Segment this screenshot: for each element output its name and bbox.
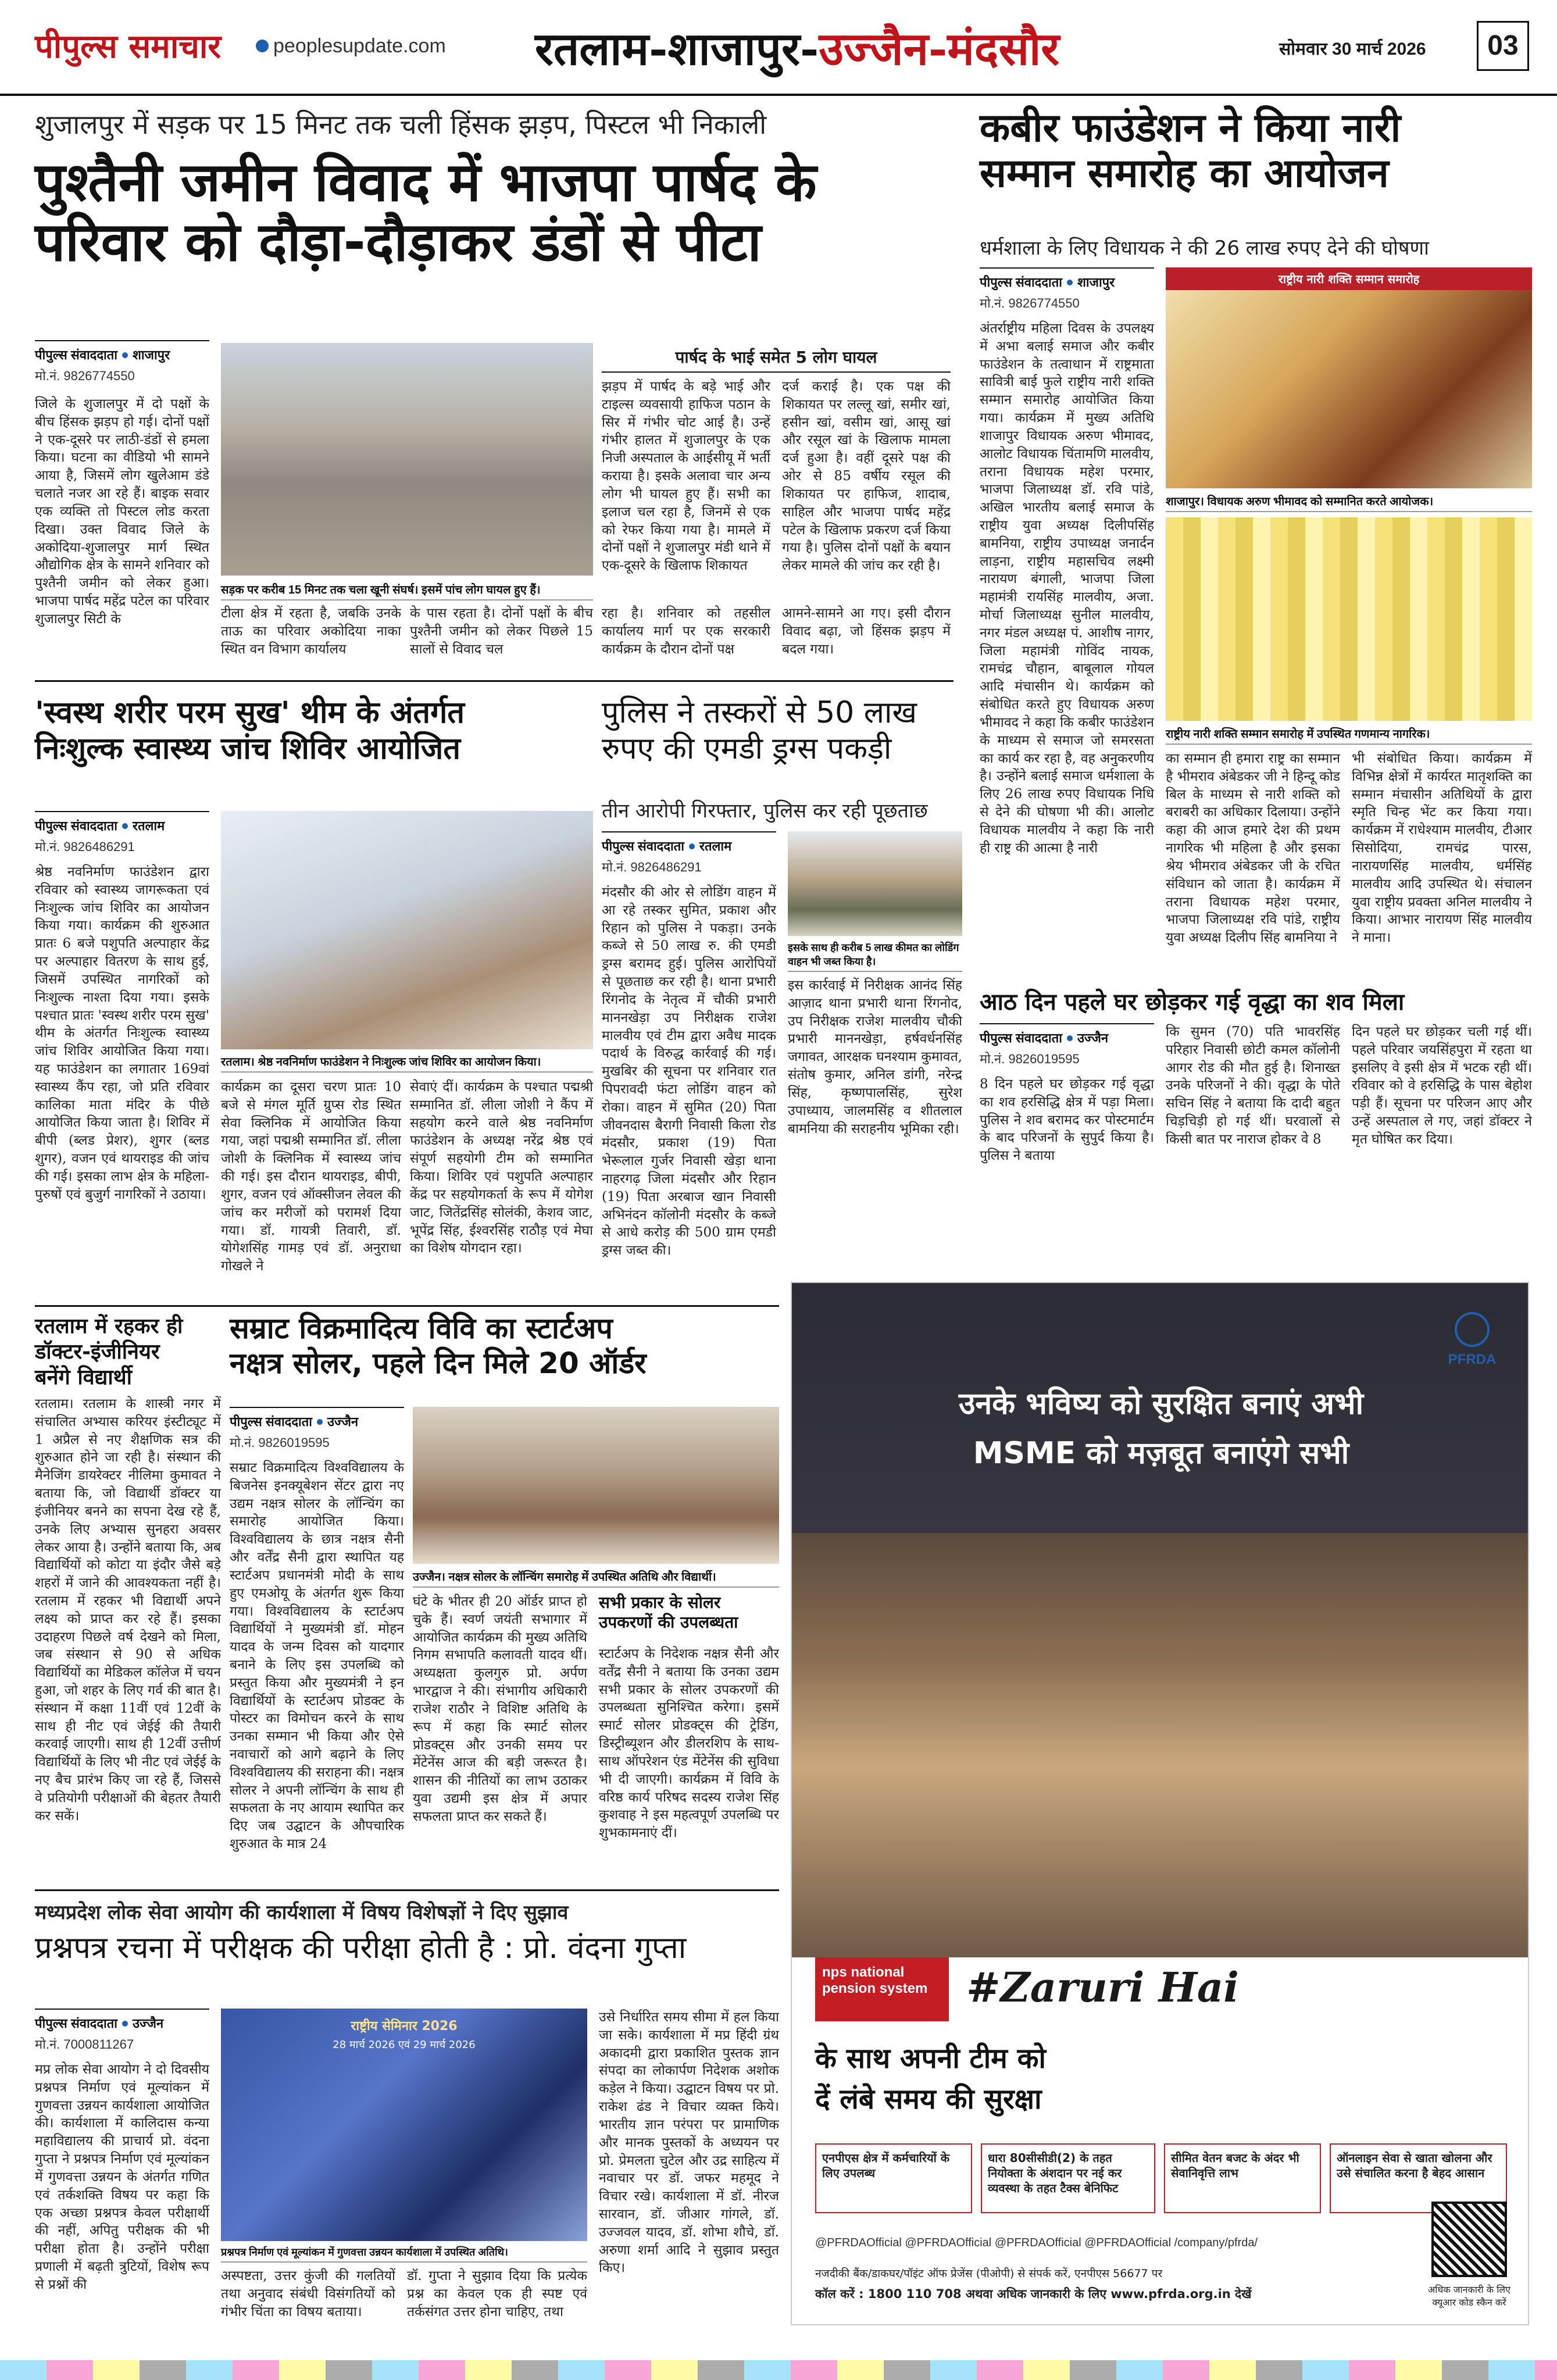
ad-workshop-photo [792,1533,1529,1957]
police-col1: मंदसौर की ओर से लोडिंग वाहन में आ रहे तस्कर सुमित, प्रकाश और रिहान को पुलिस ने पकड़ा। उनके कब्जे से 50 लाख रु. की एमडी ड्रग्स बरामद हुई। पुलिस आरोपियों से पूछताछ कर रही है। थाना प्रभारी रिंगनोद के नेतृत्व में चौकी प्रभारी माननखेड़ा उप निरीक्षक राजेश मालवीय एवं टीम द्वारा अवैध मादक पदार्थ के विरुद्ध कार्रवाई की गई। मुखबिर की सूचना पर शनिवार रात पिपरावदी फंटा लोडिंग वाहन को रोका। वाहन में सुमित (20) पिता जीवनदास बैरागी निवासी किला रोड मंदसौर, प्रकाश (19) पिता भेरूलाल गुर्जर निवासी खेड़ा थाना नाहरगढ़ जिला मंदसौर और रिहान (19) पिता अरबाज खान निवासी अभिनंदन कॉलोनी मंदसौर के कब्जे से आधे करोड़ की 500 ग्राम एमडी ड्रग्स जब्त की। [602,885,776,1259]
story1-photo [221,343,593,576]
newspaper-brand: पीपुल्स समाचार [35,27,222,66]
startup-headline: सम्राट विक्रमादित्य विवि का स्टार्टअप नक्षत्र सोलर, पहले दिन मिले 20 ऑर्डर [230,1311,647,1380]
ad-feature-2: धारा 80सीसीडी(2) के तहत नियोक्ता के अंशदान पर नई कर व्यवस्था के तहत टैक्स बेनिफिट [981,2143,1155,2213]
oldwoman-col3: दिन पहले घर छोड़कर चली गई थीं। पहले परिवार जयसिंहपुरा में रहता था इसलिए वे इसी क्षेत्र में भटक रही थीं। रविवार को वे हरसिद्धि के पास बेहोश पड़ी हैं। सूचना पर परिजन आए और उन्हें अस्पताल ले गए, जहां डॉक्टर ने मृत घोषित कर दिया। [1352,1024,1532,1147]
kabir-mobile: मो.नं. 9826774550 [980,296,1080,310]
story1-mobile: मो.नं. 9826774550 [35,369,135,383]
qr-code-icon[interactable] [1431,2202,1507,2277]
oldwoman-byline: पीपुल्स संवाददाता उज्जैन [980,1023,1154,1046]
police-col2: इस कार्रवाई में निरीक्षक आनंद सिंह आज़ाद थाना प्रभारी थाना रिंगनोद, उप निरीक्षक राजेश मालवीय चौकी प्रभारी माननखेड़ा, हर्षवर्धनसिंह जगावत, आरक्षक घनश्याम कुमावत, संतोष कुमार, अनिल डांगी, नरेन्द्र सिंह, कृष्णपालसिंह, सुरेश उपाध्याय, जालमसिंह व शीतलाल बामनिया की सराहनीय भूमिका रही। [788,978,962,1137]
ad-headline-1: उनके भविष्य को सुरक्षित बनाएं अभी [958,1386,1364,1421]
kabir-col3: भी संबोधित किया। कार्यक्रम में विभिन्न क्षेत्रों में कार्यरत मातृशक्ति का सम्मान मंचासीन अतिथियों के द्वारा स्मृति चिन्ह भेंट कर किया गया। कार्यक्रम में राधेश्याम मालवीय, टीआर सिसोदिया, रामचंद्र पारस, नारायणसिंह मालवीय, धर्मसिंह मालवीय आदि उपस्थित थे। संचालन युवा राष्ट्रीय प्रवक्ता अनिल मालवीय ने किया। आभार नारायण सिंह मालवीय ने माना। [1352,751,1532,946]
police-caption: इसके साथ ही करीब 5 लाख कीमत का लोडिंग वाहन भी जब्त किया है। [788,941,962,972]
health-byline: पीपुल्स संवाददाता रतलाम [35,811,209,834]
mppsc-byline-block [35,2009,209,2053]
story1-col3: के पास रहता है। दोनों पक्षों के बीच पुश्तैनी जमीन को लेकर पिछले 15 सालों से विवाद चल [410,606,593,657]
mppsc-col3: उसे निर्धारित समय सीमा में हल किया जा सके। कार्यशाला में मप्र हिंदी ग्रंथ अकादमी द्वारा प्रकाशित पुस्तक ज्ञान संपदा का लोकार्पण निदेशक अशोक कड़ेल ने किया। उद्घाटन विषय पर प्रो. राकेश ढंड ने विचार व्यक्त किये। भारतीय ज्ञान परंपरा पर प्रामाणिक और मानक पुस्तकों के अध्ययन पर प्रो. प्रेमलता चुटेल और उद्र साहित्य में नवाचार पर डॉ. जफर महमूद ने विचार रखे। कार्यशाला में डॉ. नीरज सारवान, डॉ. जीआर गांगले, डॉ. उज्जवल यादव, डॉ. शोभा शौचे, डॉ. अरुणा शर्मा आदि ने सुझाव प्रस्तुत किए। [599,2010,779,2276]
ad-social-handles[interactable]: @PFRDAOfficial @PFRDAOfficial @PFRDAOfficial @PFRDAOfficial /company/pfrda/ [815,2236,1258,2249]
mppsc-caption: प्रश्नपत्र निर्माण एवं मूल्यांकन में गुणवत्ता उन्नयन कार्यशाला में उपस्थित अतिथि। [221,2245,587,2263]
nps-logo: nps national pension system [815,1957,949,2021]
ad-tagline: #Zaruri Hai [966,1963,1239,2011]
startup-byline: पीपुल्स संवाददाता उज्जैन [230,1407,404,1430]
student-body: रतलाम। रतलाम के शास्त्री नगर में संचालित अभ्यास करियर इंस्टीट्यूट में 1 अप्रैल से नए शैक्षणिक सत्र की शुरुआत होने जा रही है। संस्थान की मैनेजिंग डायरेक्टर नीलिमा कुमावत ने बताया कि, जो विद्यार्थी डॉक्टर या इंजीनियर बनने का सपना देख रहे हैं, उनके लिए अभ्यास सुनहरा अवसर लेकर आया है। उन्होंने बताया कि, अब विद्यार्थियों को कोटा या इंदौर जैसे बड़े शहरों में जाने की आवश्यकता नहीं है। रतलाम में रहकर भी विद्यार्थी अपने लक्ष्य को प्राप्त कर रहे हैं। इसका उदाहरण पिछले वर्ष देखने को मिला, जब संस्थान से 90 से अधिक विद्यार्थियों का मेडिकल कॉलेज में चयन हुआ, जो शहर के लिए गर्व की बात है। संस्थान में कक्षा 11वीं एवं 12वीं के साथ ही नीट एवं जेईई की तैयारी करवाई जाएगी। साथ ही 12वीं उत्तीर्ण विद्यार्थियों के लिए भी नीट एवं जेईई के नए बैच प्रारंभ किए जा रहे हैं, जिससे वे प्रतियोगी परीक्षाओं की बेहतर तैयारी कर सकें। [35,1396,221,1824]
ad-headline-2: MSME को मज़बूत बनाएंगे सभी [973,1436,1349,1471]
mppsc-col2b: डॉ. गुप्ता ने सुझाव दिया कि प्रत्येक प्रश्न का केवल एक ही स्पष्ट एवं तर्कसंगत उत्तर होना चाहिए, तथा [407,2268,587,2320]
story1-body: जिले के शुजालपुर में दो पक्षों के बीच हिंसक झड़प हो गई। दोनों पक्षों ने एक-दूसरे पर लाठी-डंडों से हमला किया। घटना का वीडियो भी सामने आया है, जिसमें लोग खुलेआम डंडे चलाते नजर आ रहे हैं। बाइक सवार एक व्यक्ति तो पिस्टल लोड करता दिखा। उक्त विवाद जिले के अकोदिया-शुजालपुर मार्ग स्थित औद्योगिक क्षेत्र के सामने शनिवार को पुश्तैनी जमीन को लेकर हुआ। भाजपा पार्षद महेंद्र पटेल का परिवार शुजालपुर सिटी के [35,396,209,627]
kabir-photo-banner: राष्ट्रीय नारी शक्ति सम्मान समारोह [1166,267,1532,290]
kabir-headline: कबीर फाउंडेशन ने किया नारी सम्मान समारोह का आयोजन [980,105,1401,197]
qr-label: अधिक जानकारी के लिए क्यूआर कोड स्कैन करें [1428,2284,1510,2308]
kabir-col2: का सम्मान ही हमारा राष्ट्र का सम्मान है भीमराव अंबेडकर जी ने हिन्दू कोड बिल के माध्यम से नारी शक्ति को बराबरी का अधिकार दिलाया। उन्होंने कहा की आज हमारे देश की प्रथम नागरिक भी महिला है और इसका श्रेय भीमराव अंबेडकर जी के रचित संविधान को जाता है। कार्यक्रम में तराना विधायक महेश परमार, भाजपा जिलाध्यक्ष रवि पांडे, राष्ट्रीय युवा अध्यक्ष दिलीप सिंह बामनिया ने [1166,751,1340,946]
oldwoman-col1: 8 दिन पहले घर छोड़कर गई वृद्धा का शव हरसिद्धि क्षेत्र में पड़ा मिला। पुलिस ने शव बरामद कर पोस्टमार्टम के बाद परिजनों के सुपुर्द किया है। पुलिस ने बताया [980,1077,1154,1164]
police-byline-block [602,831,776,875]
health-photo [221,811,593,1049]
dot-icon [1067,280,1073,285]
story1-headline: पुश्तैनी जमीन विवाद में भाजपा पार्षद के परिवार को दौड़ा-दौड़ाकर डंडों से पीटा [35,151,817,274]
pfrda-logo-text: PFRDA [1448,1352,1497,1367]
mppsc-headline: प्रश्नपत्र रचना में परीक्षक की परीक्षा होती है : प्रो. वंदना गुप्ता [35,1931,687,1966]
ad-feature-4: ऑनलाइन सेवा से खाता खोलना और उसे संचालित करना है बेहद आसान [1330,2143,1507,2213]
print-color-bar [0,2360,1557,2380]
dot-icon [122,352,128,358]
kabir-col1: अंतर्राष्ट्रीय महिला दिवस के उपलक्ष्य में अभा बलाई समाज और कबीर फाउंडेशन के तत्वाधान में राष्ट्रमाता सावित्री बाई फुले राष्ट्रीय नारी शक्ति सम्मान समारोह आयोजित किया गया। कार्यक्रम में मुख्य अतिथि शाजापुर विधायक अरुण भीमावद, आलोट विधायक चिंतामणि मालवीय, तराना विधायक महेश परमार, भाजपा जिलाध्यक्ष डॉ. रवि पांडे, अखिल भारतीय बलाई समाज के राष्ट्रीय युवा अध्यक्ष दिलीपसिंह बामनिया, राष्ट्रीय उपाध्यक्ष जनार्दन लाड़ना, राष्ट्रीय महासचिव लक्ष्मी नारायण बंगाली, भाजपा जिला महामंत्री रायसिंह मालवीय, अजा. मोर्चा जिलाध्यक्ष सुनील मालवीय, नगर मंडल अध्यक्ष पं. आशीष नागर, जिला महामंत्री गोविंद नायक, रामचंद्र चौहान, बाबूलाल गोयल आदि मंचासीन थे। कार्यक्रम को संबोधित करते हुए विधायक अरुण भीमावद ने कहा कि कबीर फाउंडेशन के माध्यम से समाज जो समरसता का कार्य कर रहा है, वह अनुकरणीय है। उन्होंने बलाई समाज धर्मशाला के लिए 26 लाख रुपए विधायक निधि से देने की घोषणा भी की। आलोट विधायक मालवीय ने कहा कि नारी ही राष्ट्र की आत्मा है नारी [980,321,1154,856]
story1-box-col1: झड़प में पार्षद के बड़े भाई और टाइल्स व्यवसायी हाफिज पठान के सिर में गंभीर चोट आई है। उन्हें गंभीर हालत में शुजालपुर के एक निजी अस्पताल के आईसीयू में भर्ती कराया है। इसके अलावा चार अन्य लोग भी घायल हुए हैं। सभी का इलाज चल रहा है, जिनमें से एक को रेफर किया गया है। मामले में दोनों पक्षों ने शुजालपुर मंडी थाने में एक-दूसरे के खिलाफ शिकायत [602,379,770,574]
story1-tail-col5: आमने-सामने आ गए। इसी दौरान विवाद बढ़ा, जो हिंसक झड़प में बदल गया। [782,606,951,657]
divider [35,1889,779,1891]
page-number: 03 [1477,21,1529,71]
website-link[interactable]: peoplesupdate.com [273,35,446,57]
issue-date: सोमवार 30 मार्च 2026 [1279,40,1426,59]
health-col1: श्रेष्ठ नवनिर्माण फाउंडेशन द्वारा रविवार को स्वास्थ्य जागरूकता एवं निःशुल्क जांच शिविर का आयोजन किया गया। कार्यक्रम की शुरुआत प्रातः 6 बजे पशुपति अल्पाहार केंद्र पर अल्पाहार वितरण के साथ हुई, जिसमें उपस्थित नागरिकों को निःशुल्क नाश्ता दिया गया। इसके पश्चात प्रातः 'स्वस्थ शरीर परम सुख' थीम के अंतर्गत निःशुल्क स्वास्थ्य जांच शिविर आयोजित किया गया। यह फाउंडेशन का लगातार 169वां स्वास्थ्य कैंप रहा, जो प्रति रविवार कालिका माता मंदिर के पीछे आयोजित किया जाता है। शिविर में बीपी (ब्लड प्रेशर), शुगर (ब्लड शुगर), वजन एवं थायराइड की जांच की गई। इसका लाभ क्षेत्र के महिला-पुरुषों एवं बुजुर्ग नागरिकों ने उठाया। [35,864,209,1202]
kabir-photo1-caption: शाजापुर। विधायक अरुण भीमावद को सम्मानित करते आयोजक। [1166,493,1532,512]
story1-kicker: शुजालपुर में सड़क पर 15 मिनट तक चली हिंसक झड़प, पिस्टल भी निकाली [35,109,767,140]
ad-subline-2: दें लंबे समय की सुरक्षा [815,2083,1042,2115]
health-col3: सेवाएं दीं। कार्यक्रम के पश्चात पद्मश्री सम्मानित डॉ. लीला जोशी ने कैंप में सहयोग करने वाले श्रेष्ठ नवनिर्माण फाउंडेशन के अध्यक्ष नरेंद्र श्रेष्ठ एवं संपूर्ण सहयोगी टीम को सम्मानित किया। शिविर एवं पशुपति अल्पाहार केंद्र पर सहयोगकर्ता के रूप में योगेश जाट, जितेंद्रसिंह सोलंकी, केशव जाट, भूपेंद्र सिंह, ईश्वरसिंह राठौड़ एवं मेघा का विशेष योगदान रहा। [410,1080,593,1256]
globe-icon [256,40,269,52]
nps-advertisement[interactable] [791,1282,1529,2325]
mppsc-banner-dates: 28 मार्च 2026 एवं 29 मार्च 2026 [333,2039,476,2051]
police-photo [788,831,962,936]
ad-feature-1: एनपीएस क्षेत्र में कर्मचारियों के लिए उपलब्ध [815,2143,972,2213]
mppsc-photo [221,2009,587,2241]
startup-byline-block [230,1407,404,1451]
police-byline: पीपुल्स संवाददाता रतलाम [602,831,776,855]
kabir-photo-award [1166,267,1532,488]
masthead [0,0,1557,96]
kabir-photo2-caption: राष्ट्रीय नारी शक्ति सम्मान समारोह में उपस्थित गणमान्य नागरिक। [1166,726,1532,745]
startup-col1: सम्राट विक्रमादित्य विश्वविद्यालय के बिजनेस इनक्यूबेशन सेंटर द्वारा नए उद्यम नक्षत्र सोलर के लॉन्चिंग का समारोह आयोजित किया। विश्वविद्यालय के छात्र नक्षत्र सैनी और वर्तेंद्र सैनी द्वारा स्थापित यह स्टार्टअप प्रधानमंत्री मोदी के साथ हुए एमओयू के अंतर्गत शुरू किया गया। विश्वविद्यालय के स्टार्टअप विद्यार्थियों ने मुख्यमंत्री डॉ. मोहन यादव के जन्म दिवस को यादगार बनाने के लिए इस उपलब्धि को प्रस्तुत किया और मुख्यमंत्री ने इन विद्यार्थियों के स्टार्टअप प्रोडक्ट के पोस्टर का विमोचन करने के साथ उनका सम्मान भी किया और ऐसे नवाचारों को आगे बढ़ाने के लिए विश्वविद्यालय की सराहना की। नक्षत्र सोलर ने अपनी लॉन्चिंग के साथ ही सफलता के नए आयाम स्थापित कर दिए जब उद्घाटन के औपचारिक शुरुआत के मात्र 24 [230,1460,404,1852]
health-col2: कार्यक्रम का दूसरा चरण प्रातः 10 बजे से मंगल मूर्ति ग्रुप्स रोड स्थित सेवा क्लिनिक में आयोजित किया गया, जहां पद्मश्री सम्मानित डॉ. लीला जोशी के क्लिनिक में स्वास्थ्य जांच की गई। इस दौरान थायराइड, बीपी, शुगर, वजन एवं ऑक्सीजन लेवल की जांच कर मरीजों को परामर्श दिया गया। डॉ. गायत्री तिवारी, डॉ. योगेशसिंह गामड़ एवं डॉ. अनुराधा गोखले ने [221,1080,401,1274]
police-subheadline: तीन आरोपी गिरफ्तार, पुलिस कर रही पूछताछ [602,799,928,823]
oldwoman-mobile: मो.नं. 9826019595 [980,1052,1080,1066]
kabir-byline-block [980,267,1154,312]
mppsc-col1: मप्र लोक सेवा आयोग ने दो दिवसीय प्रश्नपत्र निर्माण एवं मूल्यांकन में गुणवत्ता उन्नयन कार्यशाला आयोजित की। कार्यशाला में कालिदास कन्या महाविद्यालय की प्राचार्य प्रो. वंदना गुप्ता ने प्रश्नपत्र निर्माण एवं मूल्यांकन में गुणवत्ता उन्नयन के अंतर्गत गणित एवं तर्कशक्ति विषय पर कहा कि एक अच्छा प्रश्नपत्र केवल परीक्षार्थी की नहीं, अपितु परीक्षक की भी परीक्षा होता है। उन्होंने परीक्षा प्रणाली में बढ़ती त्रुटियों, विशेष रूप से प्रश्नों की [35,2062,209,2292]
health-mobile: मो.नं. 9826486291 [35,839,135,854]
ad-subline-1: के साथ अपनी टीम को [815,2042,1046,2075]
startup-photo [413,1407,779,1564]
pfrda-logo-icon [1455,1312,1490,1347]
startup-caption: उज्जैन। नक्षत्र सोलर के लॉन्चिंग समारोह में उपस्थित अतिथि और विद्यार्थी। [413,1568,779,1588]
mppsc-col2: अस्पष्टता, उत्तर कुंजी की गलतियों तथा अनुवाद संबंधी विसंगतियों को गंभीर चिंता का विषय बताया। [221,2268,395,2320]
dot-icon [122,2021,128,2027]
divider [35,680,954,682]
dot-icon [689,844,695,849]
startup-side-headline: सभी प्रकार के सोलर उपकरणों की उपलब्धता [599,1593,738,1632]
mppsc-byline: पीपुल्स संवाददाता उज्जैन [35,2009,209,2032]
health-byline-block [35,811,209,855]
oldwoman-byline-block [980,1023,1154,1067]
dot-icon [317,1419,323,1425]
ad-footer-2: कॉल करें : 1800 110 708 अथवा अधिक जानकारी के लिए www.pfrda.org.in देखें [815,2287,1252,2301]
story1-byline: पीपुल्स संवाददाता शाजापुर [35,340,209,363]
student-headline: रतलाम में रहकर ही डॉक्टर-इंजीनियर बनेंगे विद्यार्थी [35,1314,183,1389]
oldwoman-col2: कि सुमन (70) पति भावरसिंह परिहार निवासी छोटी कमल कॉलोनी आगर रोड की मौत हुई है। शिनाख्त उनके परिजनों ने की। वृद्धा के पोते सचिन सिंह ने बताया कि दादी बहुत चिड़चिड़ी हो गई थीं। घरवालों से किसी बात पर नाराज होकर वे 8 [1166,1024,1340,1147]
dot-icon [1067,1035,1073,1041]
dot-icon [122,823,128,829]
kabir-subheadline: धर्मशाला के लिए विधायक ने की 26 लाख रुपए देने की घोषणा [980,237,1429,260]
startup-col2: घंटे के भीतर ही 20 ऑर्डर प्राप्त हो चुके हैं। स्वर्ण जयंती सभागार में आयोजित कार्यक्रम की मुख्य अतिथि निगम सभापति कलावती यादव थीं। अध्यक्षता कुलगुरु प्रो. अर्पण भारद्वाज ने की। संभागीय अधिकारी राजेश राठौर ने विशिष्ट अतिथि के रूप में कहा कि स्मार्ट सोलर प्रोडक्ट्स और उनकी समय पर मेंटेनेंस आज की बड़ी जरूरत है। शासन की नीतियों का लाभ उठाकर युवा उद्यमी इस क्षेत्र में अपार सफलता प्राप्त कर सकते हैं। [413,1594,587,1824]
story1-byline-block [35,340,209,384]
police-mobile: मो.नं. 9826486291 [602,860,702,874]
edition-cities: रतलाम-शाजापुर-उज्जैन-मंदसौर [535,23,1060,76]
health-caption: रतलाम। श्रेष्ठ नवनिर्माण फाउंडेशन ने निःशुल्क जांच शिविर का आयोजन किया। [221,1053,593,1073]
divider [35,1305,779,1307]
police-headline: पुलिस ने तस्करों से 50 लाख रुपए की एमडी ड्रग्स पकड़ी [602,695,917,767]
health-headline: 'स्वस्थ शरीर परम सुख' थीम के अंतर्गत निःशुल्क स्वास्थ्य जांच शिविर आयोजित [35,695,465,767]
startup-side-body: स्टार्टअप के निदेशक नक्षत्र सैनी और वर्तेंद्र सैनी ने बताया कि उनका उद्यम सभी प्रकार के सोलर उपकरणों की उपलब्धता सुनिश्चित करेगा। इसमें स्मार्ट सोलर प्रोडक्ट्स की ट्रेडिंग, डिस्ट्रीब्यूशन और डीलरशिप के साथ-साथ ऑपरेशन एंड मेंटेनेंस की सुविधा भी दी जाएगी। कार्यक्रम में विवि के वरिष्ठ कार्य परिषद सदस्य राजेश सिंह कुशवाह ने इस महत्वपूर्ण उपलब्धि पर शुभकामनाएं दीं। [599,1646,779,1841]
mppsc-mobile: मो.नं. 7000811267 [35,2037,134,2052]
mppsc-kicker: मध्यप्रदेश लोक सेवा आयोग की कार्यशाला में विषय विशेषज्ञों ने दिए सुझाव [35,1901,569,1924]
mppsc-banner-title: राष्ट्रीय सेमिनार 2026 [351,2019,458,2034]
story1-photo-caption: सड़क पर करीब 15 मिनट तक चला खूनी संघर्ष। इसमें पांच लोग घायल हुए हैं। [221,581,593,601]
story1-box-title: पार्षद के भाई समेत 5 लोग घायल [602,346,951,373]
story1-box-col2: दर्ज कराई है। एक पक्ष की शिकायत पर लल्लू खां, समीर खां, हसीन खां, वसीम खां, आसू खां और रसूल खां के खिलाफ मामला दर्ज हुआ है। वहीं दूसरे पक्ष की ओर से 85 वर्षीय रसूल की शिकायत पर हाफिज, शादाब, साहिल और भाजपा पार्षद महेंद्र पटेल के खिलाफ प्रकरण दर्ज किया गया है। पुलिस दोनों पक्षों के बयान लेकर मामले की जांच कर रही है। [782,379,951,574]
kabir-byline: पीपुल्स संवाददाता शाजापुर [980,267,1154,291]
startup-mobile: मो.नं. 9826019595 [230,1435,330,1450]
oldwoman-headline: आठ दिन पहले घर छोड़कर गई वृद्धा का शव मिला [980,989,1405,1016]
ad-feature-3: सीमित वेतन बजट के अंदर भी सेवानिवृत्ति लाभ [1164,2143,1321,2213]
kabir-photo-crowd [1166,517,1532,721]
story1-tail-col4: रहा है। शनिवार को तहसील कार्यालय मार्ग पर एक सरकारी कार्यक्रम के दौरान दोनों पक्ष [602,606,770,657]
ad-footer-1: नजदीकी बैंक/डाकघर/पॉइंट ऑफ प्रेजेंस (पीओपी) से संपर्क करें, एनपीएस 56677 पर [815,2267,1163,2280]
story1-col2: टीला क्षेत्र में रहता है, जबकि उनके ताऊ का परिवार अकोदिया नाका स्थित वन विभाग कार्यालय [221,606,401,657]
